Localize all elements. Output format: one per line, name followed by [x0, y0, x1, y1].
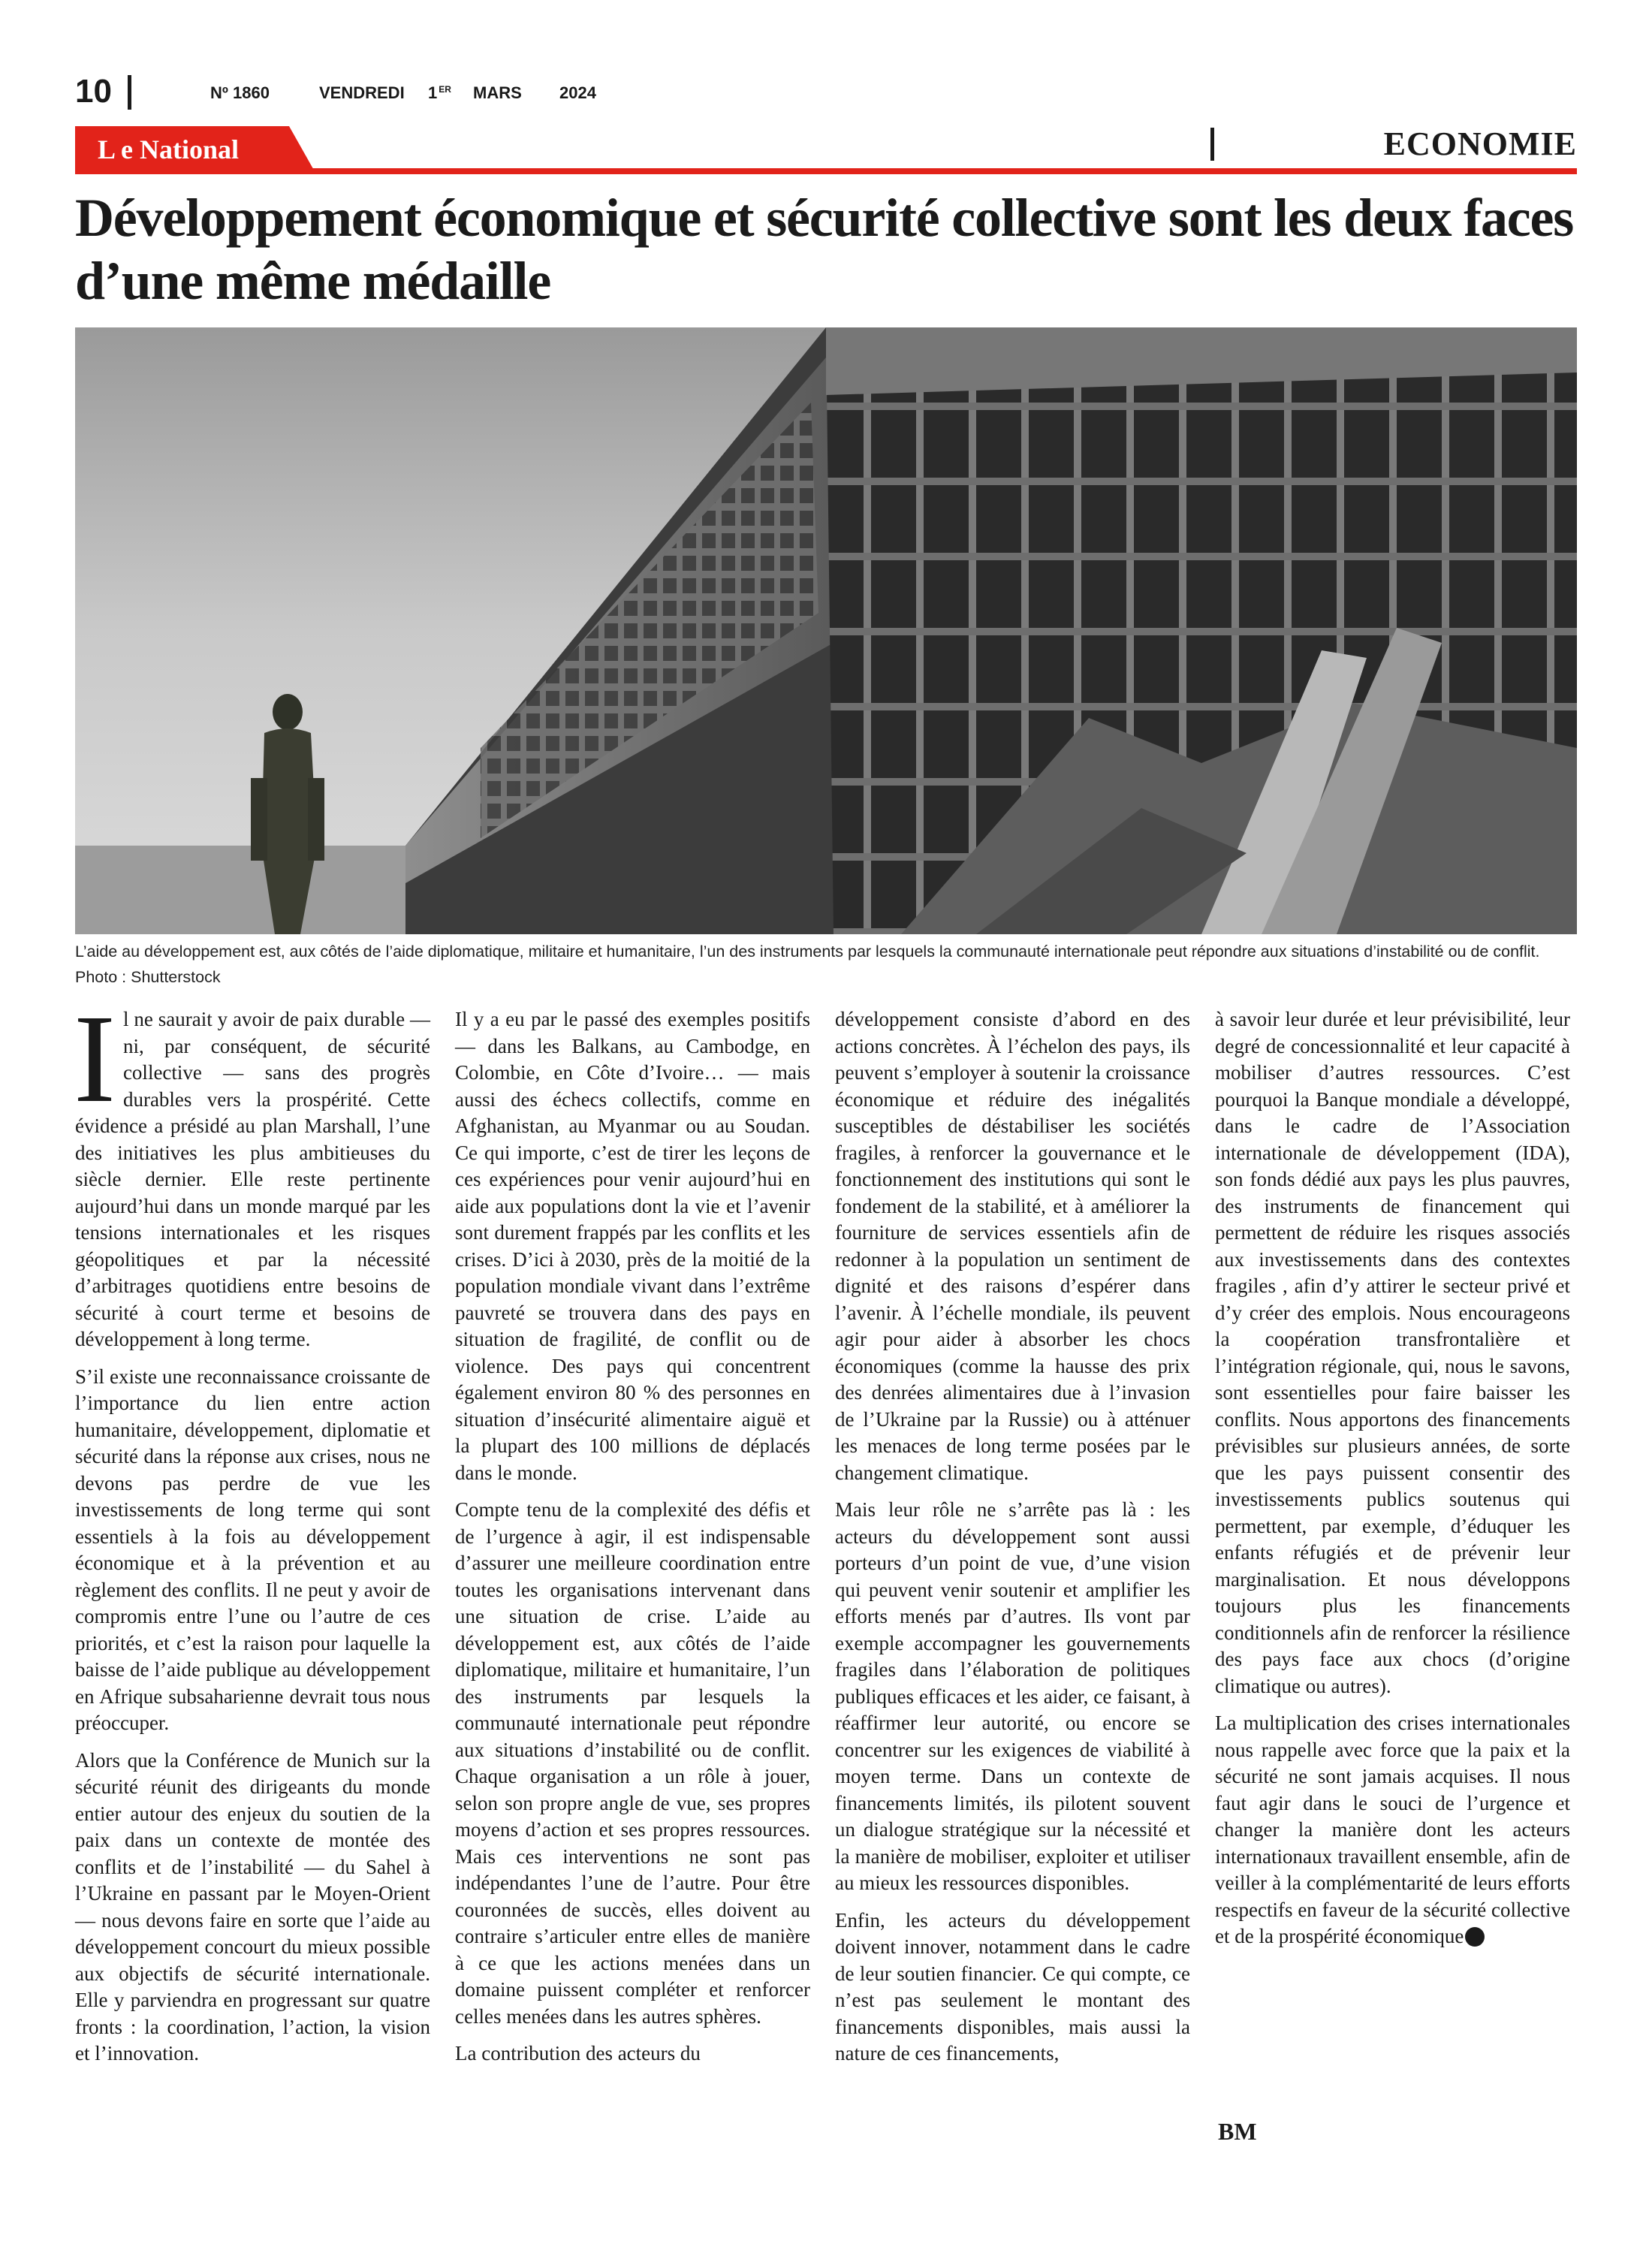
- article-paragraph: Enfin, les acteurs du développement doivent innover, notamment dans le cadre de leur soutien financier. Ce qui compte, ce n’est pas seulement le montant des financements disponibles, mais aussi la nature de ces financements,: [835, 1908, 1190, 2064]
- issue-date-suffix: ER: [439, 84, 451, 95]
- issue-year: 2024: [559, 83, 596, 102]
- article-paragraph: [74, 989, 430, 1353]
- article-paragraph: Mais leur rôle ne s’arrête pas là : les acteurs du développement sont aussi porteurs d’un point de vue, d’une vision qui peuvent venir soutenir et amplifier les efforts menés par d’autres. Ils vont par exemple accompagner les gouvernements fragiles dans l’élaboration de politiques publiques efficaces et les aider, ce faisant, à réaffirmer leur autorité, ou encore se concentrer sur les exigences de viabilité à moyen terme. Dans un contexte de financements limités, ils pilotent souvent un dialogue stratégique sur la nécessité et la manière de mobiliser, exploiter et utiliser au mieux les ressources disponibles.: [835, 1498, 1190, 1894]
- issue-date-number: 1: [428, 83, 438, 102]
- section-name: ECONOMIE: [1383, 125, 1577, 162]
- brand-rule: [75, 168, 1577, 174]
- paragraph-text: l ne saurait y avoir de paix durable — ni, par conséquent, de sécurité collective — sans des progrès durables vers la prospérité. Cette évidence a présidé au plan Marshall, l’une des initiatives les plus ambitieuses du siècle dernier. Elle reste pertinente aujourd’hui dans un monde marqué par les tensions internationales et les risques géopolitiques et par la nécessité d’arbitrages quotidiens entre besoins de sécurité à court terme et besoins de développement à long terme.: [75, 1008, 430, 1350]
- article-column-3: [835, 1006, 1190, 2078]
- article-headline: Développement économique et sécurité collective sont les deux faces d’une même médaille: [75, 188, 1574, 311]
- issue-day: VENDREDI: [319, 83, 405, 102]
- issue-month: MARS: [473, 83, 522, 102]
- page-folio: [75, 72, 1577, 111]
- brand-name: L e National: [98, 134, 240, 164]
- article-paragraph: La contribution des acteurs du: [455, 2042, 701, 2064]
- drop-cap: I: [74, 989, 116, 1129]
- article-paragraph: Il y a eu par le passé des exemples positifs — dans les Balkans, au Cambodge, en Colombie, en Côte d’Ivoire… — mais aussi des échecs collectifs, comme en Afghanistan, au Myanmar ou au Soudan. Ce qui importe, c’est de tirer les leçons de ces expériences pour venir aujourd’hui en aide aux populations dont la vie et l’avenir sont durement frappés par les conflits et les crises. D’ici à 2030, près de la moitié de la population mondiale vivant dans l’extrême pauvreté se trouvera dans des pays en situation de fragilité, de conflit ou de violence. Des pays qui concentrent également environ 80 % des personnes en situation d’insécurité alimentaire aiguë et la plupart des 100 millions de déplacés dans le monde.: [455, 1008, 810, 1484]
- article-paragraph: S’il existe une reconnaissance croissante de l’importance du lien entre action humanitaire, développement, diplomatie et sécurité dans la réponse aux crises, nous ne devons pas perdre de vue les investissements de long terme qui sont essentiels à la fois au développement économique et à la prévention et au règlement des conflits. Il ne peut y avoir de compromis entre l’une ou l’autre de ces priorités, et c’est la raison pour laquelle la baisse de l’aide publique au développement en Afrique subsaharienne devrait tous nous préoccuper.: [75, 1365, 430, 1734]
- issue-date: [428, 83, 451, 106]
- article-paragraph: Compte tenu de la complexité des défis et de l’urgence à agir, il est indispensable d’assurer une meilleure coordination entre toutes les organisations intervenant dans une situation de crise. L’aide au développement est, aux côtés de l’aide diplomatique, militaire et humanitaire, l’un des instruments par lesquels la communauté internationale peut répondre aux situations d’instabilité ou de conflit. Chaque organisation a un rôle à jouer, selon son propre angle de vue, ses propres moyens d’action et ses propres ressources. Mais ces interventions ne sont pas indépendantes l’une de l’autre. Pour être couronnées de succès, elles doivent au contraire s’articuler entre elles de manière à ce que les actions menées dans un domaine puissent compléter et renforcer celles menées dans les autres sphères.: [455, 1498, 810, 2028]
- article-paragraph: [1215, 1710, 1570, 1950]
- page-number: 10: [75, 73, 112, 110]
- photo-caption: L’aide au développement est, aux côtés de l’aide diplomatique, militaire et humanitaire, l’un des instruments par lesquels la communauté internationale peut répondre aux situations d’instabilité ou de conflit. Photo : Shutterstock: [75, 943, 1540, 986]
- article-column-4: [1215, 1006, 1570, 1961]
- issue-number: Nº 1860: [210, 83, 270, 102]
- article-column-2: [455, 1006, 810, 2078]
- article-signature: BM: [1218, 2118, 1257, 2145]
- article-paragraph: à savoir leur durée et leur prévisibilité, leur degré de concessionnalité et leur capacité à mobiliser d’autres ressources. C’est pourquoi la Banque mondiale a développé, dans le cadre de l’Association internationale de développement (IDA), son fonds dédié aux pays les plus pauvres, des instruments de financement qui permettent de réduire les risques associés aux investissements dans des contextes fragiles , afin d’y attirer le secteur privé et d’y créer des emplois. Nous encourageons la coopération transfrontalière et l’intégration régionale, qui, nous le savons, sont essentielles pour faire baisser les conflits. Nous apportons des financements prévisibles sur plusieurs années, de sorte que les pays puissent consentir des investissements publics soutenus qui permettent, par exemple, d’éduquer les enfants réfugiés et de prévenir leur marginalisation. Et nous développons toujours plus les financements conditionnels afin de renforcer la résilience des pays face aux chocs (d’origine climatique ou autres).: [1215, 1008, 1570, 1697]
- paragraph-text: La multiplication des crises internationales nous rappelle avec force que la paix et la sécurité ne sont jamais acquises. Il nous faut agir dans le souci de l’urgence et changer la manière dont les acteurs internationaux travaillent ensemble, afin de veiller à la complémentarité de leurs efforts respectifs en faveur de la sécurité collective et de la prospérité économique: [1215, 1712, 1570, 1947]
- article-paragraph: Alors que la Conférence de Munich sur la sécurité réunit des dirigeants du monde entier autour des enjeux du soutien de la paix dans un contexte de montée des conflits et de l’instabilité — du Sahel à l’Ukraine en passant par le Moyen-Orient — nous devons faire en sorte que l’aide au développement concourt du mieux possible aux objectifs de sécurité internationale. Elle y parviendra en progressant sur quatre fronts : la coordination, l’action, la vision et l’innovation.: [75, 1748, 430, 2064]
- photo-illustration: [75, 327, 1577, 934]
- article-column-1: [74, 989, 430, 2078]
- article-paragraph: développement consiste d’abord en des actions concrètes. À l’échelon des pays, ils peuvent s’employer à soutenir la croissance économique et réduire des inégalités susceptibles de déstabiliser les sociétés fragiles, à renforcer la gouvernance et le fonctionnement des institutions qui sont le fondement de la stabilité, et à améliorer la fourniture de services essentiels afin de redonner à la population un sentiment de dignité et des raisons d’espérer dans l’avenir. À l’échelle mondiale, ils peuvent agir pour aider à absorber les chocs économiques (comme la hausse des prix des denrées alimentaires due à l’invasion de l’Ukraine par la Russie) ou à atténuer les menaces de long terme posées par le changement climatique.: [835, 1008, 1190, 1484]
- section-divider: [1210, 128, 1214, 161]
- photo-destroyed-building-soldier: [75, 327, 1577, 934]
- folio-divider: [128, 75, 131, 110]
- end-of-article-icon: [1465, 1927, 1485, 1947]
